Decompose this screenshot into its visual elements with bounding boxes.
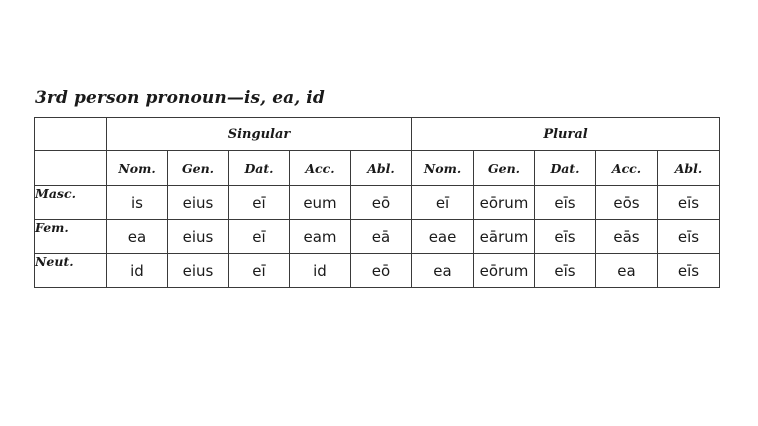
form-cell: eae: [412, 220, 474, 254]
form-cell: eum: [290, 186, 351, 220]
form-cell: eius: [168, 186, 229, 220]
form-cell: eīs: [535, 186, 596, 220]
form-cell: eius: [168, 220, 229, 254]
form-cell: eārum: [474, 220, 535, 254]
form-cell: eōrum: [474, 186, 535, 220]
table-row-feminine: [35, 220, 720, 254]
number-header-row: [35, 118, 720, 151]
form-cell: eīs: [658, 186, 720, 220]
form-cell: ea: [596, 254, 658, 288]
case-header-row: [35, 151, 720, 186]
case-header: Gen.: [474, 151, 535, 186]
form-cell: eam: [290, 220, 351, 254]
case-header: Gen.: [168, 151, 229, 186]
form-cell: eās: [596, 220, 658, 254]
form-cell: eī: [229, 220, 290, 254]
form-cell: eius: [168, 254, 229, 288]
form-cell: id: [107, 254, 168, 288]
form-cell: eī: [229, 186, 290, 220]
form-cell: ea: [412, 254, 474, 288]
form-cell: eō: [351, 254, 412, 288]
gender-label: Fem.: [35, 220, 107, 254]
singular-header: Singular: [107, 118, 412, 151]
form-cell: eī: [412, 186, 474, 220]
table-row-neuter: [35, 254, 720, 288]
gender-label: Neut.: [35, 254, 107, 288]
form-cell: eīs: [658, 254, 720, 288]
pronoun-declension-table: [34, 117, 720, 288]
corner-cell: [35, 151, 107, 186]
form-cell: eā: [351, 220, 412, 254]
form-cell: eī: [229, 254, 290, 288]
form-cell: eōs: [596, 186, 658, 220]
case-header: Abl.: [351, 151, 412, 186]
form-cell: id: [290, 254, 351, 288]
case-header: Nom.: [107, 151, 168, 186]
case-header: Acc.: [596, 151, 658, 186]
case-header: Dat.: [229, 151, 290, 186]
form-cell: ea: [107, 220, 168, 254]
table-title: 3rd person pronoun—is, ea, id: [35, 88, 325, 108]
form-cell: is: [107, 186, 168, 220]
form-cell: eōrum: [474, 254, 535, 288]
case-header: Dat.: [535, 151, 596, 186]
form-cell: eīs: [535, 220, 596, 254]
case-header: Acc.: [290, 151, 351, 186]
gender-label: Masc.: [35, 186, 107, 220]
form-cell: eō: [351, 186, 412, 220]
table-row-masculine: [35, 186, 720, 220]
case-header: Nom.: [412, 151, 474, 186]
corner-cell: [35, 118, 107, 151]
plural-header: Plural: [412, 118, 720, 151]
form-cell: eīs: [535, 254, 596, 288]
case-header: Abl.: [658, 151, 720, 186]
form-cell: eīs: [658, 220, 720, 254]
